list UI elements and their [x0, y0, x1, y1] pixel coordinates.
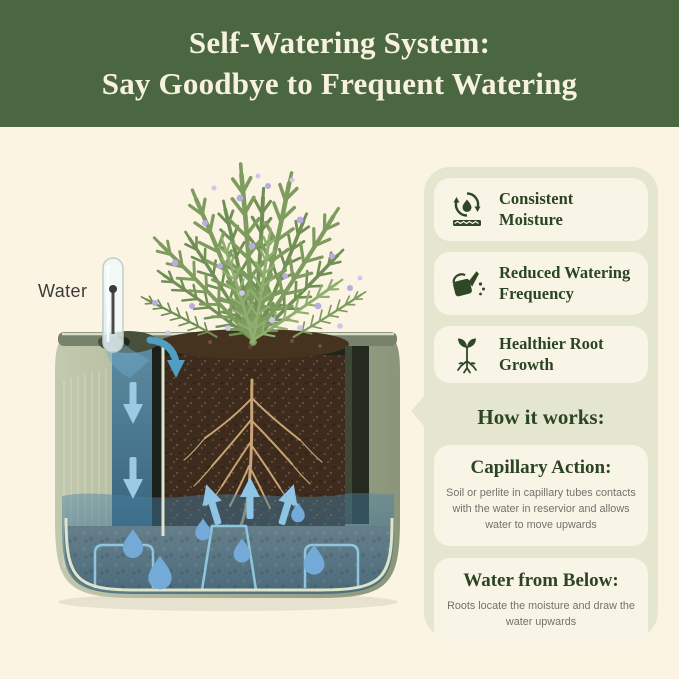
step-title: Capillary Action:: [470, 456, 612, 478]
feature-card-consistent-moisture: [434, 178, 648, 241]
water-label: Water: [38, 281, 88, 301]
watering-can-icon: [447, 263, 487, 303]
feature-card-reduced-watering: [434, 252, 648, 315]
moisture-cycle-icon: [447, 189, 487, 229]
water-level-indicator: [103, 258, 123, 352]
step-description: Soil or perlite in capillary tubes contacts with the water in reservior and allows water to move upwards: [446, 486, 636, 531]
feature-card-root-growth: [434, 326, 648, 383]
root-growth-icon: [447, 334, 487, 374]
water-reservoir: [62, 493, 394, 594]
feature-label: Reduced Watering Frequency: [499, 262, 631, 304]
step-card-water-from-below: [434, 558, 648, 643]
features-panel: [424, 167, 658, 638]
title-banner: [0, 0, 679, 127]
feature-label: Healthier Root Growth: [499, 333, 604, 375]
planter-cutaway-graphic: [0, 128, 430, 638]
feature-label: Consistent Moisture: [499, 189, 574, 230]
title-line-1: Self-Watering System:: [188, 25, 491, 61]
rosemary-plant: [138, 163, 370, 351]
how-it-works-heading: How it works:: [477, 404, 605, 429]
step-description: Roots locate the moisture and draw the water upwards: [447, 600, 635, 629]
panel-pointer: [411, 395, 425, 427]
planter-illustration: [0, 128, 430, 638]
step-title: Water from Below:: [463, 570, 619, 592]
title-line-2: Say Goodbye to Frequent Watering: [101, 65, 578, 101]
step-card-capillary-action: [434, 445, 648, 547]
